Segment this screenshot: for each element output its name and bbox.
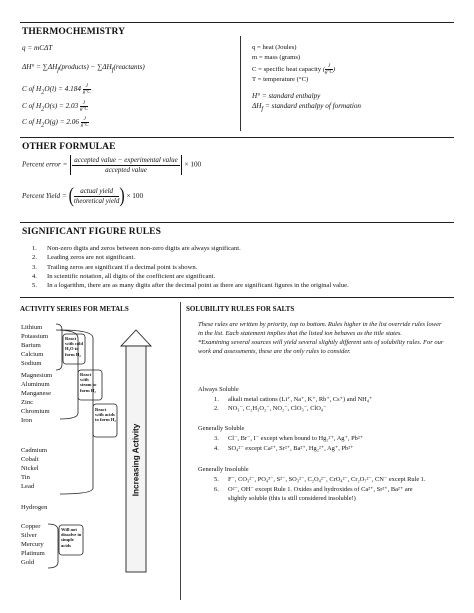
py-label: Percent Yield = [22,192,69,201]
metal: Cadmium [21,447,48,454]
metal: Chromium [21,408,50,416]
percent-yield-equation: Percent Yield = ( $\frac{\text{actual yield}}{\text{theoretical yield}}$ ) × 100 [22,184,144,207]
note-cold-water: React with cold H₂O to form H₂ [65,336,83,357]
c-label: C of H [22,85,42,94]
metal: Lithium [21,324,43,331]
metal: Potassium [21,333,49,341]
note-no-dissolve: Will not dissolve in simple acids [61,527,82,548]
metal: Sodium [21,360,42,368]
metal: Cobalt [21,456,39,464]
always-rule: alkali metal cations (Li⁺, Na⁺, K⁺, Rb⁺, Cs⁺) and NH₄⁺ [228,396,373,403]
sum-reactants: ∑ΔH [97,63,112,71]
legend-hf: $\Delta H_f$ = standard enthalpy of formation [252,102,362,113]
sigfig-rule: 3. Trailing zeros are significant if a decimal point is shown. [32,263,198,271]
c-liquid-value: O(l) = 4.184 [44,85,81,94]
unit-fraction: $\frac{J}{g^\circ C}$ [82,84,91,95]
c-gas-value: O(g) = 2.06 [44,118,79,127]
arrow-label: Increasing Activity [131,423,141,497]
metal: Nickel [21,465,39,473]
enthalpy-lhs: ΔH° = [22,63,43,71]
bracket-1 [56,324,62,370]
py-fraction: $\frac{\text{actual yield}}{\text{theoretical yield}}$ [73,187,120,205]
legend-t: T = temperature (°C) [252,75,309,83]
c-label: C of H [22,118,42,127]
legend-c: C = specific heat capacity ( $\frac{J}{g^\circ C}$ ) [252,63,336,75]
metal: Copper [21,523,41,530]
metal: Magnesium [21,372,53,379]
pe-fraction: $\frac{\text{accepted value − experimental value}}{\text{accepted value}}$ [74,155,178,174]
note-acids: React with acids to form H₂ [95,407,116,423]
metal-hydrogen: Hydrogen [21,504,48,511]
c-label: C of H [22,102,42,111]
num-1: 1. [214,396,219,403]
metal: Gold [21,559,35,567]
metal: Barium [21,342,41,350]
num-4: 4. [214,445,219,452]
c-solid: C of $H_2O(s) = 2.03$ $\frac{J}{g^\circ C}$ [22,101,88,113]
insoluble-rule-cont: slightly soluble (this is still considered insoluble!) [228,495,356,502]
sigfig-rule: 2. Leading zeros are not significant. [32,254,136,262]
metal: Manganese [21,390,52,398]
sigfig-title: SIGNIFICANT FIGURE RULES [22,227,161,237]
always-title: Always Soluble [198,386,239,393]
c-gas: C of $H_2O(g) = 2.06$ $\frac{J}{g^\circ C}$ [22,117,89,129]
py-times: × 100 [126,192,144,201]
bracket-4 [48,524,58,568]
metal: Calcium [21,351,44,359]
note-steam: React with steam to form H₂ [80,372,97,393]
metal: Aluminum [21,381,50,389]
intro-note: *Examining several sources will yield several slightly different sets of solubility rules. For our work and assessments, these are the only rules to consider. [198,339,444,355]
insoluble-rule: F⁻, CO₃²⁻, PO₄³⁻, S²⁻, SO₃²⁻, C₂O₄²⁻, CrO₄²⁻, Cr₂O₇²⁻, CN⁻ except Rule 1. [228,476,426,483]
c-liquid: C of $H_2O(l) = 4.184$ $\frac{J}{g^\circ C}$ [22,84,91,96]
formulae-title: OTHER FORMULAE [22,142,116,152]
always-rule: NO₃⁻, C₂H₃O₂⁻, NO₂⁻, ClO₃⁻, ClO₄⁻ [228,405,327,412]
c-solid-value: O(s) = 2.03 [44,102,79,111]
generally-rule: Cl⁻, Br⁻, I⁻ except when bound to Hg₂²⁺, Ag⁺, Pb²⁺ [228,435,364,442]
activity-title: ACTIVITY SERIES FOR METALS [20,305,129,313]
generally-title: Generally Soluble [198,425,245,432]
sub-f-2: f [111,66,114,74]
metal: Iron [21,417,32,425]
column-divider [180,302,181,600]
thermo-title: THERMOCHEMISTRY [22,27,126,37]
insoluble-title: Generally Insoluble [198,466,249,473]
unit-fraction: $\frac{J}{g^\circ C}$ [79,101,88,112]
sigfig-rule: 5. In a logarithm, there are as many digits after the decimal point as there are significant figures in the original value. [32,282,349,290]
metal: Zinc [21,399,34,407]
pe-times: × 100 [184,160,202,169]
solubility-intro [198,320,448,356]
generally-rule: SO₄²⁻ except Ca²⁺, Sr²⁺, Ba²⁺, Hg₂²⁺, Ag⁺, Pb²⁺ [228,445,354,452]
num-2: 2. [214,405,219,412]
metal: Lead [21,483,35,491]
metal: Mercury [21,541,44,549]
num-6: 6. [214,486,219,493]
products-term: (products) − [59,63,98,71]
metal: Platinum [21,550,45,558]
insoluble-rule: O²⁻, OH⁻ except Rule 1. Oxides and hydroxides of Ca²⁺, Sr²⁺, Ba²⁺ are [228,486,413,493]
intro-text: These rules are written by priority, top to bottom. Rules higher in the list override rules lower in the list. Each statement implies that the listed ion behaves as the title states. [198,321,442,337]
sigfig-rule: 1. Non-zero digits and zeros between non-zero digits are always significant. [32,245,241,252]
num-3: 3. [214,435,219,442]
solubility-title: SOLUBILITY RULES FOR SALTS [186,305,295,313]
legend-h: H° = standard enthalpy [252,92,321,101]
num-5: 5. [214,476,219,483]
legend-q: q = heat (Joules) [252,44,297,51]
pe-label: Percent error = [22,160,70,169]
legend-m: m = mass (grams) [252,54,301,62]
heat-equation: q = mCΔT [22,44,53,52]
sigfig-rule: 4. In scientific notation, all digits of the coefficient are significant. [32,272,216,280]
sub-f: f [57,66,60,74]
unit-fraction: $\frac{J}{g^\circ C}$ [80,117,89,128]
metal: Tin [21,474,30,482]
reactants-term: (reactants) [113,63,145,71]
sum-products: ∑ΔH [42,63,58,71]
metal: Silver [21,532,37,540]
